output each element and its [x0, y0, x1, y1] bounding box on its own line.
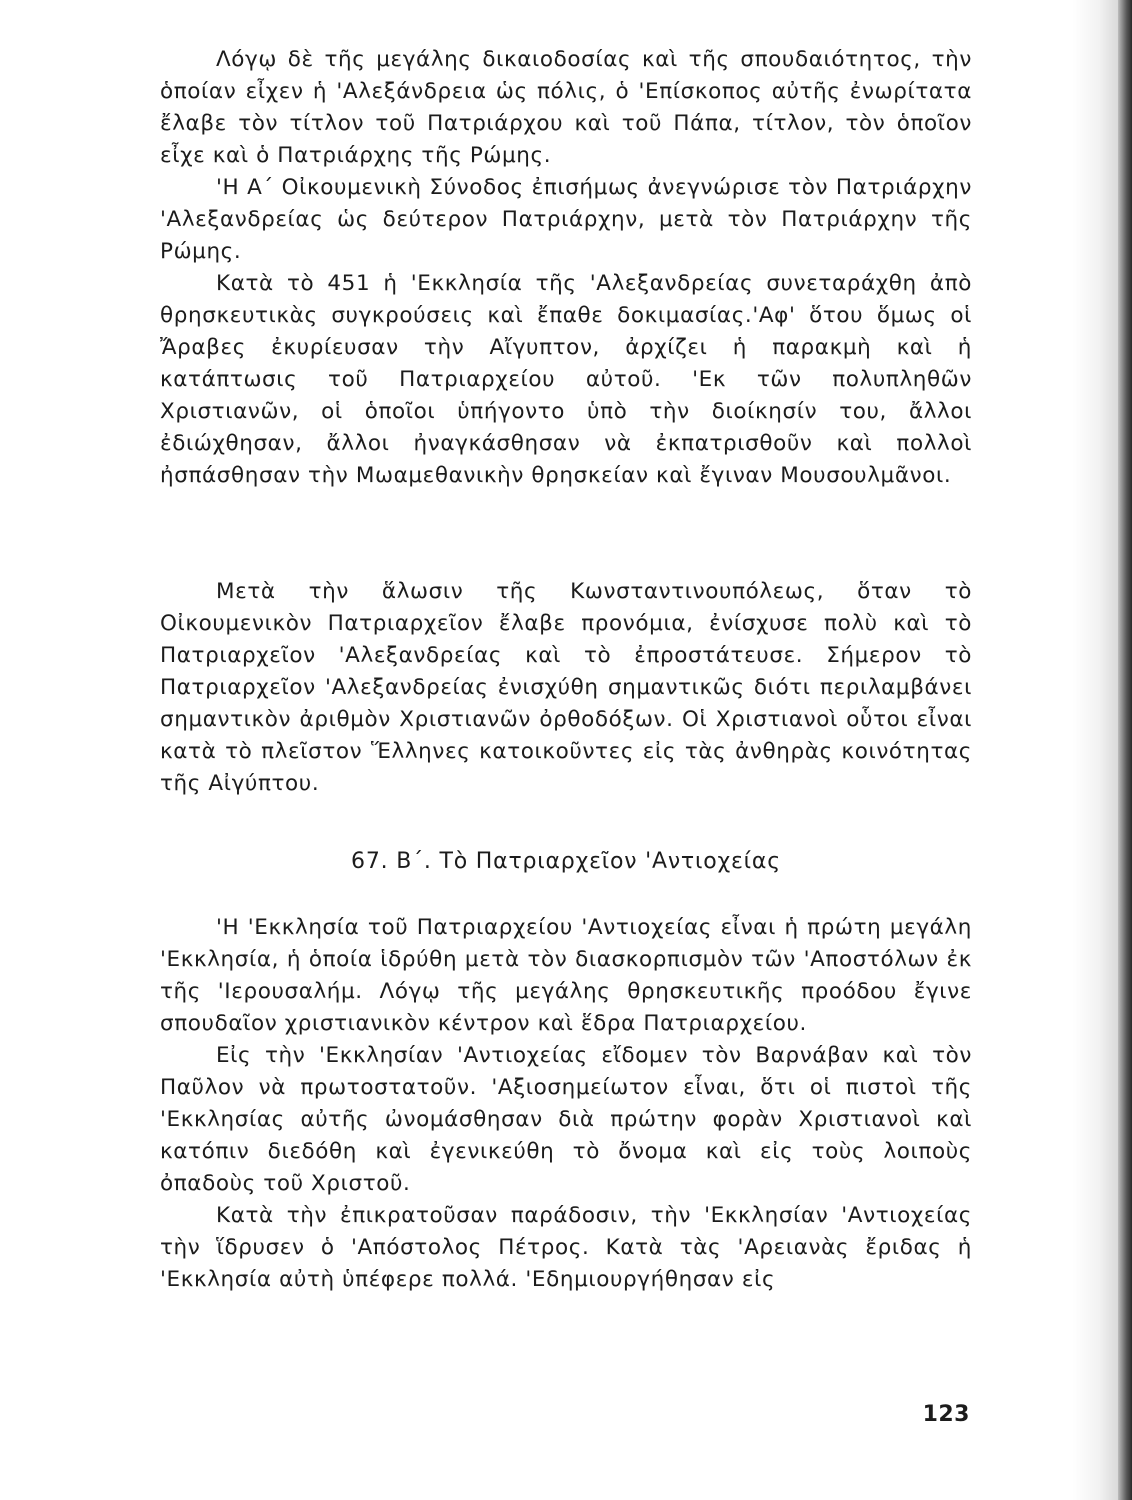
paragraph: 'Η 'Εκκλησία τοῦ Πατριαρχείου 'Αντιοχείας εἶναι ἡ πρώτη μεγάλη 'Εκκλησία, ἡ ὁποία ἱδρύθη μετὰ τὸν διασκορπισμὸν τῶν 'Αποστόλων ἐκ τῆς 'Ιερουσαλήμ. Λόγῳ τῆς μεγάλης θρησκευτικῆς προόδου ἔγινε σπουδαῖον χριστιανικὸν κέντρον καὶ ἕδρα Πατριαρχείου.	[160, 915, 972, 1036]
paragraph: Κατὰ τὸ 451 ἡ 'Εκκλησία τῆς 'Αλεξανδρείας συνεταράχθη ἀπὸ θρησκευτικὰς συγκρούσεις καὶ ἔπαθε δοκιμασίας.'Αφ' ὅτου ὅμως οἱ Ἄραβες ἐκυρίευσαν τὴν Αἴγυπτον, ἀρχίζει ἡ παρακμὴ καὶ ἡ κατάπτωσις τοῦ Πατριαρχείου αὐτοῦ. 'Εκ τῶν πολυπληθῶν Χριστιανῶν, οἱ ὁποῖοι ὑπήγοντο ὑπὸ τὴν διοίκησίν του, ἄλλοι ἐδιώχθησαν, ἄλλοι ἠναγκάσθησαν νὰ ἐκπατρισθοῦν καὶ πολλοὶ ἠσπάσθησαν τὴν Μωαμεθανικὴν θρησκείαν καὶ ἔγιναν Μουσουλμᾶνοι.	[160, 271, 972, 488]
paragraph: Λόγῳ δὲ τῆς μεγάλης δικαιοδοσίας καὶ τῆς σπουδαιότητος, τὴν ὁποίαν εἶχεν ἡ 'Αλεξάνδρεια ὡς πόλις, ὁ 'Επίσκοπος αὐτῆς ἐνωρίτατα ἔλαβε τὸν τίτλον τοῦ Πατριάρχου καὶ τοῦ Πάπα, τίτλον, τὸν ὁποῖον εἶχε καὶ ὁ Πατριάρχης τῆς Ρώμης.	[160, 47, 972, 168]
paragraph: Κατὰ τὴν ἐπικρατοῦσαν παράδοσιν, τὴν 'Εκκλησίαν 'Αντιοχείας τὴν ἵδρυσεν ὁ 'Απόστολος Πέτρος. Κατὰ τὰς 'Αρειανὰς ἔριδας ἡ 'Εκκλησία αὐτὴ ὑπέφερε πολλά. 'Εδημιουργήθησαν εἰς	[160, 1203, 972, 1292]
paragraph: Εἰς τὴν 'Εκκλησίαν 'Αντιοχείας εἴδομεν τὸν Βαρνάβαν καὶ τὸν Παῦλον νὰ πρωτοστατοῦν. 'Αξιοσημείωτον εἶναι, ὅτι οἱ πιστοὶ τῆς 'Εκκλησίας αὐτῆς ὠνομάσθησαν διὰ πρώτην φορὰν Χριστιανοὶ καὶ κατόπιν διεδόθη καὶ ἐγενικεύθη τὸ ὄνομα καὶ εἰς τοὺς λοιποὺς ὀπαδοὺς τοῦ Χριστοῦ.	[160, 1043, 972, 1196]
text-block-antioch	[160, 912, 972, 1296]
text-block-modern-patriarchate	[160, 576, 972, 800]
paragraph: 'Η Α΄ Οἰκουμενικὴ Σύνοδος ἐπισήμως ἀνεγνώρισε τὸν Πατριάρχην 'Αλεξανδρείας ὡς δεύτερον Πατριάρχην, μετὰ τὸν Πατριάρχην τῆς Ρώμης.	[160, 175, 972, 264]
paragraph: Μετὰ τὴν ἅλωσιν τῆς Κωνσταντινουπόλεως, ὅταν τὸ Οἰκουμενικὸν Πατριαρχεῖον ἔλαβε προνόμια, ἐνίσχυσε πολὺ καὶ τὸ Πατριαρχεῖον 'Αλεξανδρείας καὶ τὸ ἐπροστάτευσε. Σήμερον τὸ Πατριαρχεῖον 'Αλεξανδρείας ἐνισχύθη σημαντικῶς διότι περιλαμβάνει σημαντικὸν ἀριθμὸν Χριστιανῶν ὀρθοδόξων. Οἱ Χριστιανοὶ οὗτοι εἶναι κατὰ τὸ πλεῖστον Ἕλληνες κατοικοῦντες εἰς τὰς ἀνθηρὰς κοινότητας τῆς Αἰγύπτου.	[160, 579, 972, 796]
text-block-alexandria	[160, 44, 972, 492]
section-heading: 67. Β΄. Τὸ Πατριαρχεῖον 'Αντιοχείας	[351, 849, 781, 874]
page-number: 123	[922, 1402, 970, 1427]
binding-edge	[1118, 0, 1132, 1500]
